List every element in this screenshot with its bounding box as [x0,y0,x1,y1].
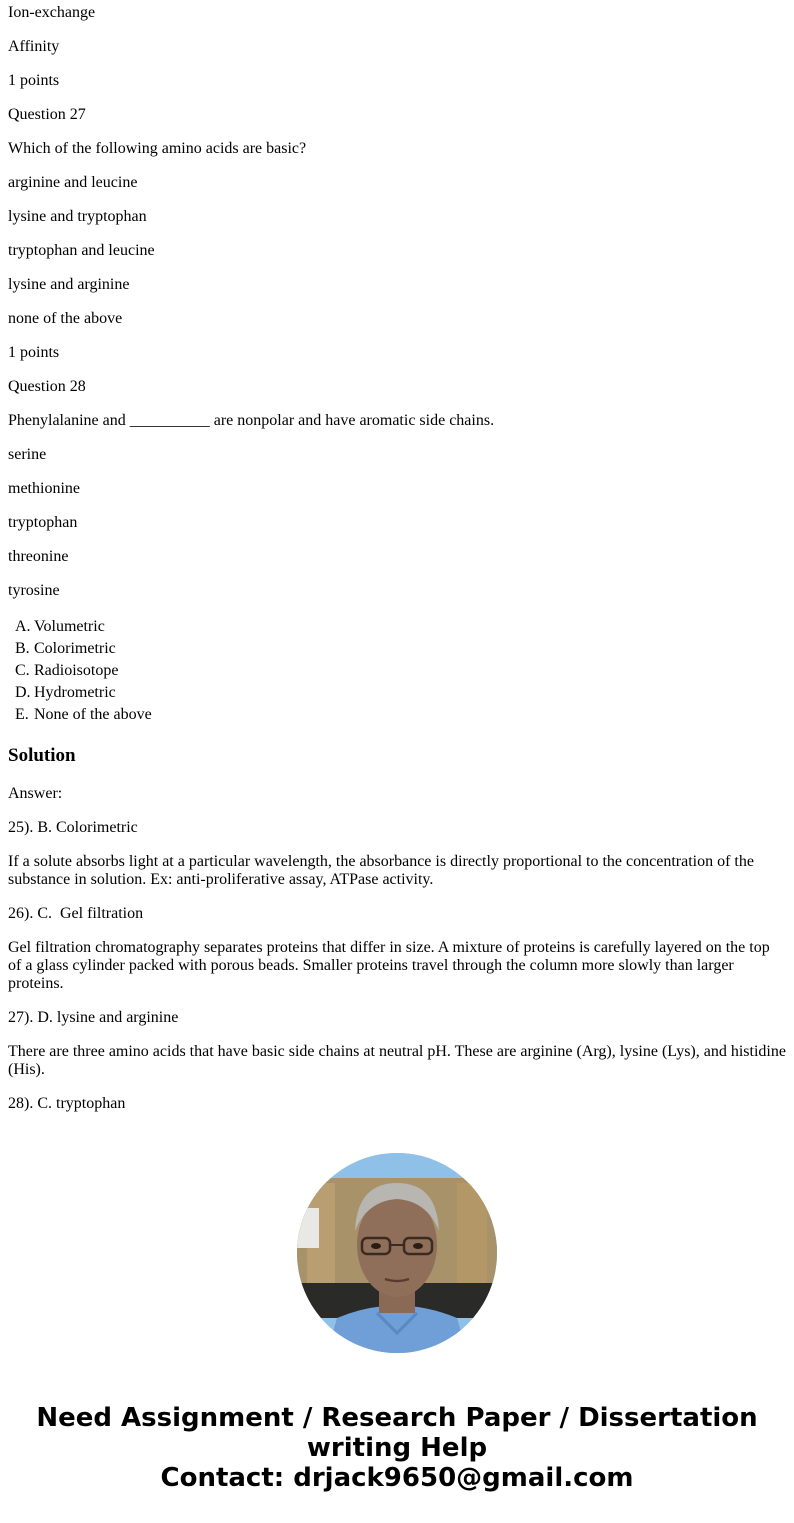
option-text: Ion-exchange [8,4,96,21]
question-title: Question 27 [8,106,86,123]
list-item: A. Volumetric [15,618,105,635]
promo-line: writing Help [306,1433,488,1463]
answer-explanation: If a solute absorbs light at a particular wavelength, the absorbance is directly proportional to the concentration of the substance in solution. Ex: anti-proliferative assay, ATPase activity. [8,853,754,888]
answer-line: 25). B. Colorimetric [8,819,138,836]
option-text: arginine and leucine [8,174,138,191]
person-portrait-icon [297,1153,497,1353]
answer-explanation: There are three amino acids that have basic side chains at neutral pH. These are arginine (Arg), lysine (Lys), and histidine (His). [8,1043,786,1078]
option-text: none of the above [8,310,123,327]
question-prompt: Phenylalanine and __________ are nonpolar and have aromatic side chains. [8,412,495,429]
option-text: tyrosine [8,582,60,599]
option-text: lysine and arginine [8,276,130,293]
answer-explanation: Gel filtration chromatography separates proteins that differ in size. A mixture of proteins is carefully layered on the top of a glass cylinder packed with porous beads. Smaller proteins travel through the column more slowly than larger proteins. [8,939,770,992]
points-label: 1 points [8,344,60,361]
promo-line: Need Assignment / Research Paper / Dissertation [36,1403,758,1433]
option-text: methionine [8,480,80,497]
answer-line: 26). C. Gel filtration [8,905,144,922]
question-title: Question 28 [8,378,86,395]
document-body [8,0,786,1129]
option-text: Affinity [8,38,60,55]
solution-heading: Solution [8,745,76,766]
answer-label: Answer: [8,785,63,802]
list-item: B. Colorimetric [15,640,116,657]
option-text: threonine [8,548,69,565]
option-text: serine [8,446,47,463]
points-label: 1 points [8,72,60,89]
question-prompt: Which of the following amino acids are basic? [8,140,307,157]
option-text: tryptophan [8,514,78,531]
lettered-options-list [8,616,786,726]
answer-line: 27). D. lysine and arginine [8,1009,179,1026]
answer-line: 28). C. tryptophan [8,1095,126,1112]
promo-banner [0,1403,794,1493]
promo-contact: Contact: drjack9650@gmail.com [160,1463,634,1493]
list-item: D. Hydrometric [15,684,116,701]
list-item: E. None of the above [15,706,152,723]
author-avatar [297,1153,497,1353]
option-text: lysine and tryptophan [8,208,147,225]
option-text: tryptophan and leucine [8,242,155,259]
avatar-photo [297,1153,497,1353]
list-item: C. Radioisotope [15,662,119,679]
